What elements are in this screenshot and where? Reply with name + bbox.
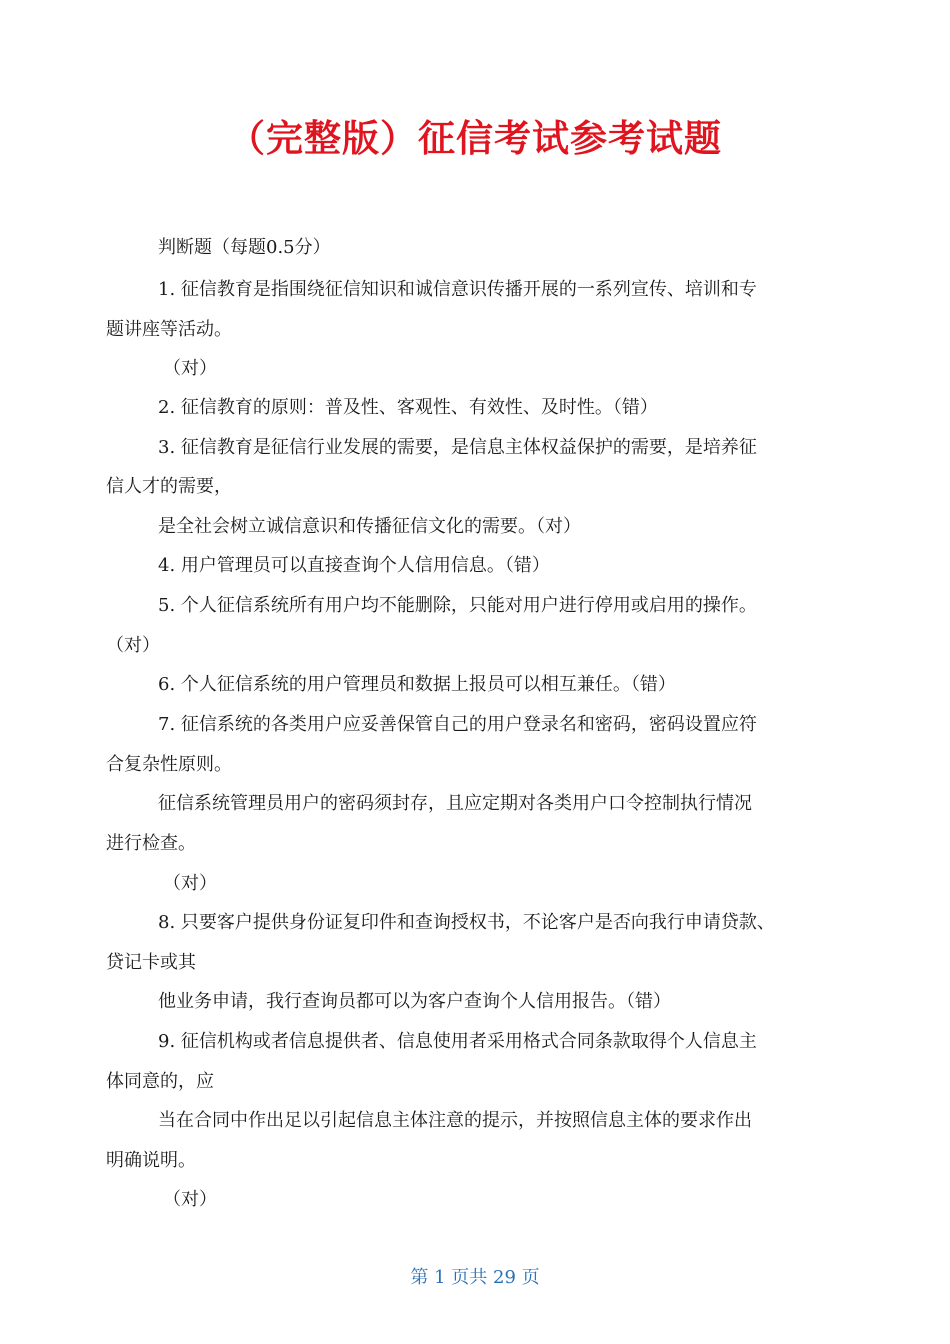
paragraph-line: 9. 征信机构或者信息提供者、信息使用者采用格式合同条款取得个人信息主 — [158, 1031, 757, 1052]
paragraph-line: 他业务申请，我行查询员都可以为客户查询个人信用报告。（错） — [158, 991, 671, 1012]
document-title: （完整版）征信考试参考试题 — [228, 117, 722, 160]
page-footer: 第 1 页共 29 页 — [410, 1267, 540, 1288]
section-heading: 判断题（每题0.5分） — [158, 237, 331, 258]
paragraph-line: 6. 个人征信系统的用户管理员和数据上报员可以相互兼任。（错） — [158, 674, 676, 695]
paragraph-line: 体同意的，应 — [106, 1071, 214, 1092]
paragraph-line: 4. 用户管理员可以直接查询个人信用信息。（错） — [158, 555, 550, 576]
answer-line: （对） — [163, 873, 217, 894]
paragraph-line: 题讲座等活动。 — [106, 319, 232, 340]
paragraph-line: 征信系统管理员用户的密码须封存，且应定期对各类用户口令控制执行情况 — [158, 793, 752, 814]
paragraph-line: 贷记卡或其 — [106, 952, 196, 973]
paragraph-line: 7. 征信系统的各类用户应妥善保管自己的用户登录名和密码，密码设置应符 — [158, 714, 757, 735]
paragraph-line: 进行检查。 — [106, 833, 196, 854]
paragraph-line: 2. 征信教育的原则：普及性、客观性、有效性、及时性。（错） — [158, 397, 658, 418]
paragraph-line: 8. 只要客户提供身份证复印件和查询授权书，不论客户是否向我行申请贷款、 — [158, 912, 775, 933]
paragraph-line: 信人才的需要， — [106, 476, 232, 497]
answer-line: （对） — [163, 358, 217, 379]
paragraph-line: 当在合同中作出足以引起信息主体注意的提示，并按照信息主体的要求作出 — [158, 1110, 752, 1131]
paragraph-line: 5. 个人征信系统所有用户均不能删除，只能对用户进行停用或启用的操作。 — [158, 595, 757, 616]
paragraph-line: 1. 征信教育是指围绕征信知识和诚信意识传播开展的一系列宣传、培训和专 — [158, 279, 757, 300]
paragraph-line: 合复杂性原则。 — [106, 754, 232, 775]
paragraph-line: 是全社会树立诚信意识和传播征信文化的需要。（对） — [158, 516, 581, 537]
paragraph-line: 明确说明。 — [106, 1150, 196, 1171]
answer-line: （对） — [163, 1189, 217, 1210]
answer-line: （对） — [106, 635, 160, 656]
paragraph-line: 3. 征信教育是征信行业发展的需要，是信息主体权益保护的需要，是培养征 — [158, 437, 757, 458]
